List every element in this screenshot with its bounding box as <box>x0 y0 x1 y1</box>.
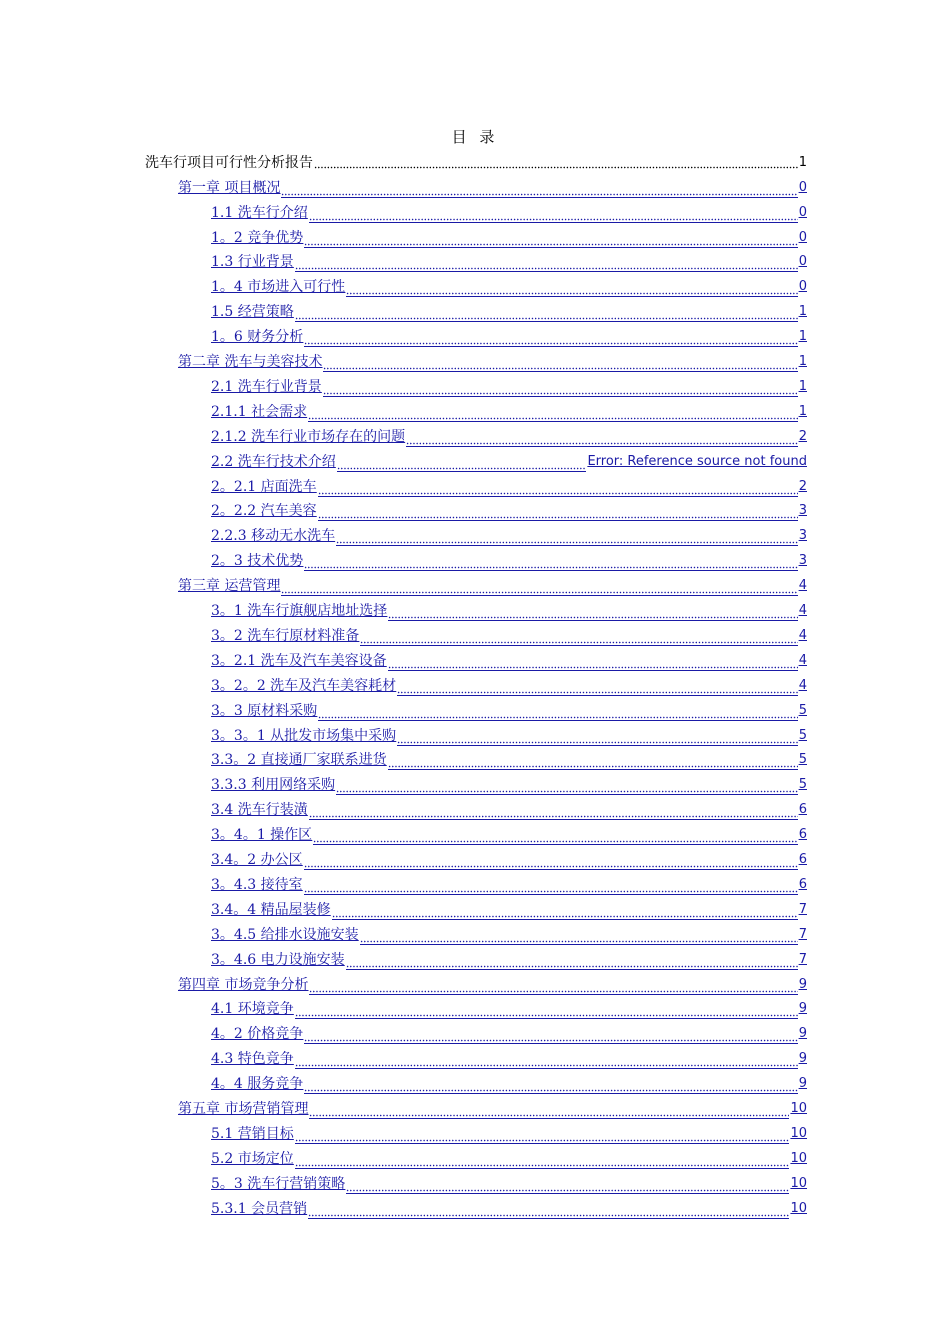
toc-entry-section[interactable] <box>211 1144 807 1169</box>
toc-entry-label: 2。2.1 店面洗车 <box>211 478 317 495</box>
toc-entry-page-number: 5 <box>798 702 807 718</box>
toc-entry-section[interactable] <box>211 646 807 671</box>
toc-entry-label: 3。2。2 洗车及汽车美容耗材 <box>211 677 397 694</box>
toc-entry-section[interactable] <box>211 1194 807 1219</box>
toc-entry-section[interactable] <box>211 223 807 248</box>
toc-entry-label: 洗车行项目可行性分析报告 <box>145 154 313 171</box>
toc-entry-label: 2.1 洗车行业背景 <box>211 378 322 395</box>
toc-entry-chapter[interactable] <box>178 173 807 198</box>
toc-entry-page-number: 6 <box>798 852 807 868</box>
toc-entry-label: 3.4。4 精品屋装修 <box>211 901 331 918</box>
toc-entry-section[interactable] <box>211 945 807 970</box>
toc-entry-page-number: 6 <box>798 827 807 843</box>
toc-entry-page-number: 3 <box>798 503 807 519</box>
toc-entry-label: 3.4。2 办公区 <box>211 852 303 869</box>
toc-entry-label: 2.2.3 移动无水洗车 <box>211 528 336 545</box>
toc-entry-page-number: 9 <box>798 1051 807 1067</box>
toc-entry-section[interactable] <box>211 1020 807 1045</box>
toc-entry-page-number: 1 <box>798 329 807 345</box>
toc-entry-label: 2.1.2 洗车行业市场存在的问题 <box>211 428 406 445</box>
toc-dot-leader <box>308 1213 789 1219</box>
toc-entry-page-number: 0 <box>798 254 807 270</box>
toc-entry-page-number: 0 <box>798 204 807 220</box>
toc-entry-section[interactable] <box>211 995 807 1020</box>
toc-entry-section[interactable] <box>211 820 807 845</box>
toc-entry-section[interactable] <box>211 621 807 646</box>
toc-entry-page-number: 1 <box>798 403 807 419</box>
toc-entry-label: 3.3。2 直接通厂家联系进货 <box>211 752 387 769</box>
toc-entry-section[interactable] <box>211 447 807 472</box>
toc-entry-label: 第三章 运营管理 <box>178 578 281 595</box>
toc-entry-label: 3。2 洗车行原材料准备 <box>211 627 360 644</box>
toc-entry-page-number: 9 <box>798 976 807 992</box>
toc-title: 目 录 <box>451 128 499 146</box>
toc-entry-page-number: 4 <box>798 603 807 619</box>
toc-entry-section[interactable] <box>211 895 807 920</box>
toc-entry-label: 3。4.6 电力设施安装 <box>211 951 345 968</box>
toc-entry-label: 3。3。1 从批发市场集中采购 <box>211 727 397 744</box>
toc-entry-section[interactable] <box>211 920 807 945</box>
toc-entry-label: 第二章 洗车与美容技术 <box>178 354 323 371</box>
toc-entry-page-number: 6 <box>798 802 807 818</box>
toc-entry-page-number: 7 <box>798 926 807 942</box>
toc-entry-label: 5.1 营销目标 <box>211 1125 294 1142</box>
toc-entry-label: 4.3 特色竞争 <box>211 1051 294 1068</box>
toc-entry-page-number: 1 <box>798 378 807 394</box>
toc-entry-page-number: 10 <box>790 1150 807 1166</box>
toc-entry-page-number: 4 <box>798 578 807 594</box>
toc-entry-section[interactable] <box>211 1169 807 1194</box>
toc-entry-section[interactable] <box>211 497 807 522</box>
toc-dot-leader <box>314 166 798 169</box>
toc-entry-page-number: 5 <box>798 727 807 743</box>
toc-entry-section[interactable] <box>211 273 807 298</box>
toc-entry-page-number: 2 <box>798 428 807 444</box>
toc-entry-section[interactable] <box>211 746 807 771</box>
toc-entry-section[interactable] <box>211 771 807 796</box>
toc-entry-page-number: 5 <box>798 752 807 768</box>
toc-entry-section[interactable] <box>211 721 807 746</box>
toc-entry-label: 3。4。1 操作区 <box>211 827 313 844</box>
toc-entry-page-number: 10 <box>790 1125 807 1141</box>
toc-entry-page-number: 0 <box>798 279 807 295</box>
toc-entry-section[interactable] <box>211 870 807 895</box>
toc-entry-page-number: 10 <box>790 1101 807 1117</box>
toc-entry-section[interactable] <box>211 422 807 447</box>
toc-entry-section[interactable] <box>211 372 807 397</box>
toc-entry-page-number: 0 <box>798 229 807 245</box>
toc-entry-chapter[interactable] <box>178 970 807 995</box>
toc-entry-chapter[interactable] <box>178 571 807 596</box>
toc-entry-chapter[interactable] <box>178 1094 807 1119</box>
toc-entry-label: 3.3.3 利用网络采购 <box>211 777 336 794</box>
toc-entry-page-number: 4 <box>798 627 807 643</box>
toc-entry-page-number: 0 <box>798 179 807 195</box>
toc-entry-label: 1。4 市场进入可行性 <box>211 279 346 296</box>
toc-entry-label: 1。2 竞争优势 <box>211 229 304 246</box>
toc-entry-label: 4。2 价格竞争 <box>211 1026 304 1043</box>
toc-entry-section[interactable] <box>211 795 807 820</box>
toc-entry-label: 3。1 洗车行旗舰店地址选择 <box>211 603 388 620</box>
toc-entry-section[interactable] <box>211 696 807 721</box>
toc-entry-section[interactable] <box>211 522 807 547</box>
toc-entry-page-number: 5 <box>798 777 807 793</box>
toc-entry-page-number: 1 <box>798 154 807 170</box>
toc-entry-section[interactable] <box>211 1069 807 1094</box>
toc-entry-label: 4。4 服务竞争 <box>211 1076 304 1093</box>
toc-entry-section[interactable] <box>211 1044 807 1069</box>
toc-entry-page-number: 2 <box>798 478 807 494</box>
toc-entry-page-number: 9 <box>798 1001 807 1017</box>
toc-entry-page-number: 3 <box>798 553 807 569</box>
toc-entry-page-number: 6 <box>798 876 807 892</box>
toc-entry-label: 2。3 技术优势 <box>211 553 304 570</box>
toc-entry-section[interactable] <box>211 845 807 870</box>
toc-entry-label: 1。6 财务分析 <box>211 329 304 346</box>
toc-entry-section[interactable] <box>211 472 807 497</box>
toc-entry-label: 3。3 原材料采购 <box>211 702 318 719</box>
toc-entry-label: 5.2 市场定位 <box>211 1150 294 1167</box>
toc-entry-label: 5。3 洗车行营销策略 <box>211 1175 346 1192</box>
toc-entry-page-number: 7 <box>798 901 807 917</box>
toc-entry-page-number: 9 <box>798 1026 807 1042</box>
toc-entry-section[interactable] <box>211 397 807 422</box>
toc-entry-label: 5.3.1 会员营销 <box>211 1200 308 1217</box>
toc-entry-page-number: 4 <box>798 652 807 668</box>
toc-entry-label: 1.5 经营策略 <box>211 304 294 321</box>
toc-entry-page-number: 1 <box>798 354 807 370</box>
toc-entry-page-number: 10 <box>790 1175 807 1191</box>
toc-entry-label: 第五章 市场营销管理 <box>178 1101 309 1118</box>
toc-entry-section[interactable] <box>211 596 807 621</box>
toc-entry-label: 2.1.1 社会需求 <box>211 403 308 420</box>
toc-entry-label: 2.2 洗车行技术介绍 <box>211 453 336 470</box>
toc-entry-page-number: 4 <box>798 677 807 693</box>
toc-entry-section[interactable] <box>211 198 807 223</box>
toc-entry-label: 2。2.2 汽车美容 <box>211 503 317 520</box>
toc-entry-label: 3。4.5 给排水设施安装 <box>211 926 359 943</box>
toc-entry-page-number: 9 <box>798 1076 807 1092</box>
toc-entry-label: 1.3 行业背景 <box>211 254 294 271</box>
toc-entry-section[interactable] <box>211 297 807 322</box>
toc-entry-label: 3。4.3 接待室 <box>211 876 303 893</box>
toc-entry-chapter[interactable] <box>178 347 807 372</box>
toc-entry-page-number: Error: Reference source not found <box>587 453 807 469</box>
toc-entry-section[interactable] <box>211 248 807 273</box>
toc-entry-section[interactable] <box>211 546 807 571</box>
toc-entry-label: 1.1 洗车行介绍 <box>211 204 308 221</box>
toc-entry-document <box>145 148 807 173</box>
toc-entry-page-number: 7 <box>798 951 807 967</box>
toc-entry-label: 第一章 项目概况 <box>178 179 281 196</box>
toc-entry-label: 3.4 洗车行装潢 <box>211 802 308 819</box>
toc-entry-label: 4.1 环境竞争 <box>211 1001 294 1018</box>
toc-entry-page-number: 3 <box>798 528 807 544</box>
toc-entry-section[interactable] <box>211 322 807 347</box>
toc-entry-section[interactable] <box>211 671 807 696</box>
toc-entry-section[interactable] <box>211 1119 807 1144</box>
toc-entry-page-number: 10 <box>790 1200 807 1216</box>
toc-entry-page-number: 1 <box>798 304 807 320</box>
toc-entry-label: 3。2.1 洗车及汽车美容设备 <box>211 652 387 669</box>
toc-entry-label: 第四章 市场竞争分析 <box>178 976 309 993</box>
